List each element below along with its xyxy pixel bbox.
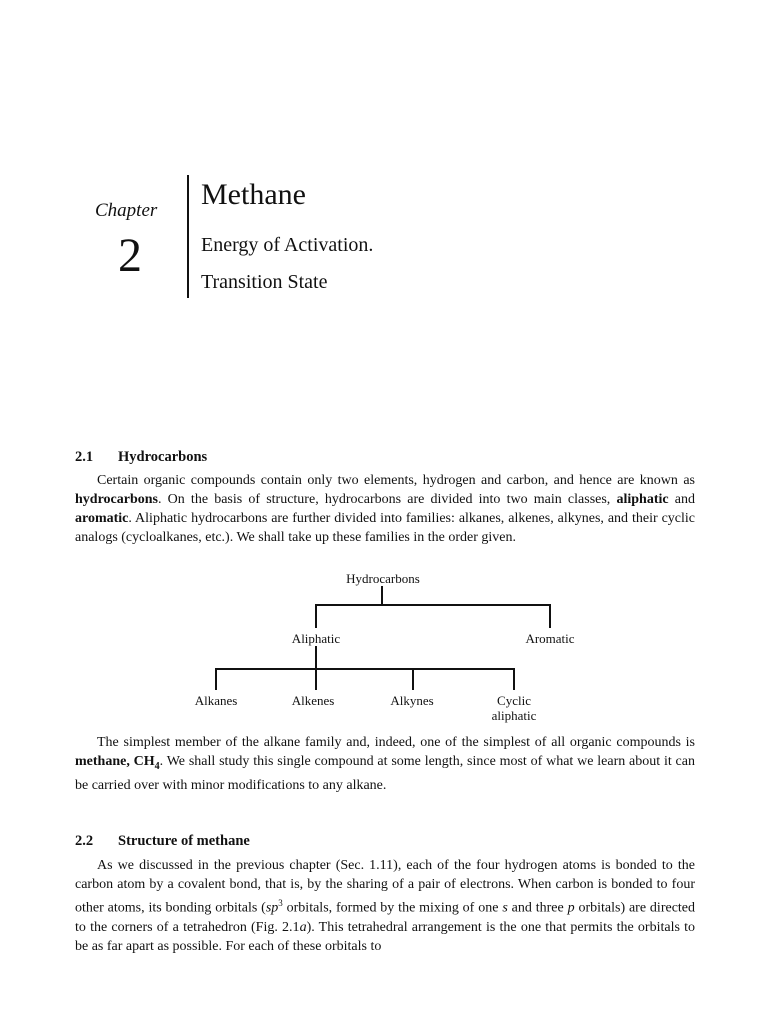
section-number: 2.2 [75, 833, 94, 849]
tree-node-hydrocarbons: Hydrocarbons [346, 571, 420, 586]
section-2-2-paragraph-1: As we discussed in the previous chapter (Sec. 1.11), each of the four hydrogen atoms is bonded to the carbon atom by a covalent bond, that is, by the sharing of a pair of electrons. When carbon is bonded to four other atoms, its bonding orbitals ($sp^3$ orbitals, formed by the mixing of one s and three p orbitals) are directed to the corners of a tetrahedron (Fig. 2.1a). This tetrahedral arrangement is the one that permits the orbitals to be as far apart as possible. For each of these orbitals to [75, 858, 696, 954]
tree-connector-aromatic [549, 604, 551, 628]
section-2-1-heading [75, 449, 207, 466]
tree-connector-aliphatic-down [315, 646, 317, 668]
section-title: Hydrocarbons [118, 449, 208, 465]
section-2-2-heading [75, 833, 250, 850]
tree-connector-level1 [315, 604, 551, 606]
tree-connector-cyclic [513, 668, 515, 690]
chapter-subtitle-line2: Transition State [201, 271, 328, 293]
tree-connector-level2 [215, 668, 515, 670]
tree-node-aliphatic: Aliphatic [291, 631, 341, 646]
chapter-number: 2 [118, 229, 142, 282]
tree-node-cyclic-aliphatic: Cyclic aliphatic [491, 693, 537, 723]
term-hydrocarbons: hydrocarbons [75, 492, 158, 507]
section-title: Structure of methane [118, 833, 250, 849]
tree-connector-alkynes [412, 668, 414, 690]
tree-node-alkenes: Alkenes [291, 693, 335, 708]
tree-node-aromatic: Aromatic [525, 631, 575, 646]
chapter-title: Methane [201, 178, 306, 211]
term-aliphatic: aliphatic [616, 492, 669, 507]
chapter-divider [187, 175, 189, 298]
term-aromatic: aromatic [75, 511, 129, 526]
term-methane: methane, $CH_4$ [75, 754, 160, 772]
tree-connector-root [381, 586, 383, 604]
chapter-label: Chapter [95, 200, 158, 221]
tree-node-alkynes: Alkynes [390, 693, 434, 708]
tree-connector-aliphatic [315, 604, 317, 628]
tree-node-alkanes: Alkanes [194, 693, 238, 708]
tree-connector-alkanes [215, 668, 217, 690]
section-2-1-paragraph-1: Certain organic compounds contain only two elements, hydrogen and carbon, and hence are known as hydrocarbons. On the basis of structure, hydrocarbons are divided into two main classes, aliphatic and aromatic. Aliphatic hydrocarbons are further divided into families: alkanes, alkenes, alkynes, and their cyclic analogs (cycloalkanes, etc.). We shall take up these families in the order given. [75, 473, 695, 545]
tree-connector-alkenes [315, 668, 317, 690]
section-2-1-paragraph-2: The simplest member of the alkane family and, indeed, one of the simplest of all organic compounds is methane, $CH_4$. We shall study this single compound at some length, since most of what we learn about it can be carried over with minor modifications to any alkane. [75, 735, 695, 793]
section-number: 2.1 [75, 449, 94, 465]
chapter-subtitle-line1: Energy of Activation. [201, 234, 374, 256]
